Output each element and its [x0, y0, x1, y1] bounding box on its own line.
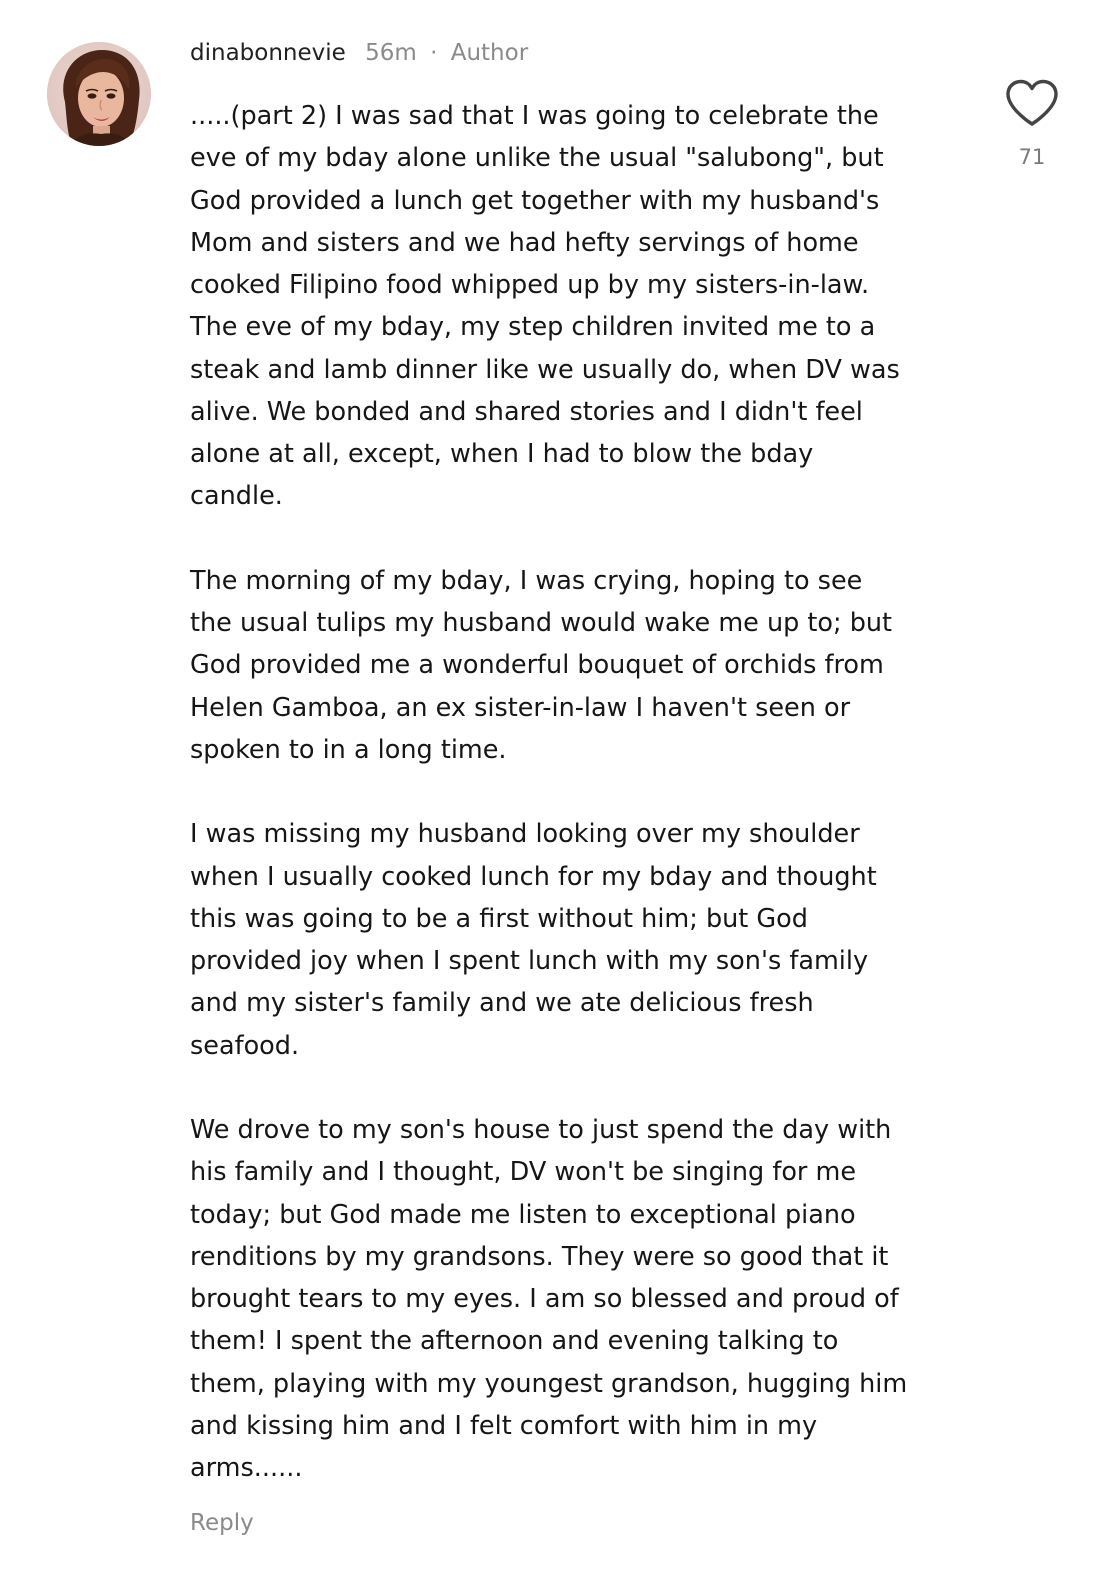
- comment-text-line: and my sister's family and we ate delicious fresh: [190, 988, 814, 1019]
- comment-text-line: seafood.: [190, 1030, 300, 1061]
- comment-text-line: steak and lamb dinner like we usually do, when DV was: [190, 354, 900, 385]
- comment-body: [190, 95, 970, 1489]
- comment-text-line: alive. We bonded and shared stories and I didn't feel: [190, 396, 863, 427]
- comment-paragraph: [190, 95, 970, 518]
- comment-text-line: I was missing my husband looking over my shoulder: [190, 819, 860, 850]
- like-button[interactable]: [1004, 78, 1060, 128]
- comment-meta: [190, 36, 528, 70]
- comment-paragraph: [190, 560, 970, 771]
- comment-text-line: brought tears to my eyes. I am so blessed and proud of: [190, 1284, 899, 1314]
- comment-text-line: provided joy when I spent lunch with my son's family: [190, 946, 869, 976]
- comment-text-line: Helen Gamboa, an ex sister-in-law I haven't seen or: [190, 692, 851, 723]
- comment-text-line: God provided a lunch get together with my husband's: [190, 185, 880, 216]
- timestamp: 56m: [365, 40, 417, 66]
- comment-text-line: today; but God made me listen to exceptional piano: [190, 1199, 856, 1230]
- comment-paragraph: [190, 1109, 970, 1489]
- comment-text-line: and kissing him and I felt comfort with him in my: [190, 1410, 818, 1441]
- comment-text-line: candle.: [190, 481, 283, 512]
- comment-text-line: God provided me a wonderful bouquet of orchids from: [190, 650, 884, 681]
- comment-text-line: this was going to be a first without him; but God: [190, 903, 808, 934]
- comment-text-line: The morning of my bday, I was crying, hoping to see: [190, 565, 863, 596]
- like-count: 71: [1018, 145, 1046, 169]
- comment-text-line: the usual tulips my husband would wake me up to; but: [190, 608, 893, 638]
- comment-text-line: them, playing with my youngest grandson, hugging him: [190, 1368, 908, 1399]
- comment-text-line: arms......: [190, 1453, 303, 1483]
- comment-text-line: them! I spent the afternoon and evening talking to: [190, 1326, 839, 1357]
- heart-outline-icon: [1004, 78, 1060, 128]
- comment-text-line: alone at all, except, when I had to blow the bday: [190, 439, 814, 469]
- username[interactable]: dinabonnevie: [190, 40, 346, 66]
- comment-text-line: Mom and sisters and we had hefty servings of home: [190, 227, 859, 258]
- avatar[interactable]: [47, 42, 151, 146]
- comment-text-line: The eve of my bday, my step children invited me to a: [190, 312, 876, 343]
- comment-paragraph: [190, 813, 970, 1067]
- reply-button[interactable]: Reply: [190, 1510, 254, 1536]
- comment-text-line: his family and I thought, DV won't be singing for me: [190, 1157, 857, 1188]
- author-badge: Author: [450, 40, 529, 66]
- comment-text-line: when I usually cooked lunch for my bday and thought: [190, 861, 877, 892]
- meta-separator: ·: [430, 40, 438, 66]
- comment-text-line: cooked Filipino food whipped up by my sisters-in-law.: [190, 270, 870, 300]
- comment-text-line: eve of my bday alone unlike the usual "salubong", but: [190, 143, 884, 174]
- profile-photo-icon: [47, 42, 151, 146]
- comment-text-line: renditions by my grandsons. They were so good that it: [190, 1241, 889, 1272]
- comment-text-line: We drove to my son's house to just spend the day with: [190, 1115, 892, 1145]
- comment-text-line: .....(part 2) I was sad that I was going to celebrate the: [190, 101, 879, 131]
- comment-text-line: spoken to in a long time.: [190, 734, 507, 765]
